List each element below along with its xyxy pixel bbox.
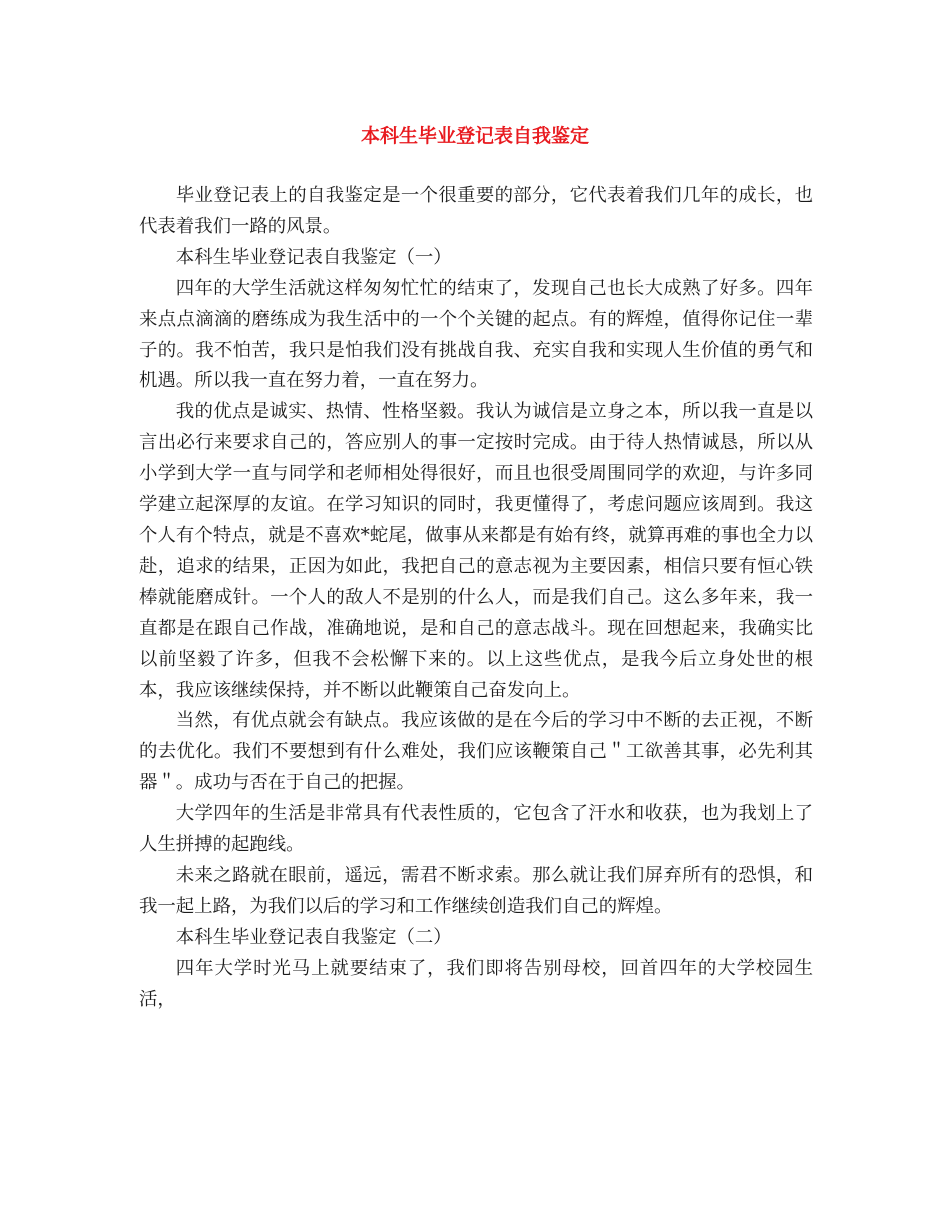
body-paragraph: 四年的大学生活就这样匆匆忙忙的结束了，发现自己也长大成熟了好多。四年来点点滴滴的磨练成为我生活中的一个个关键的起点。有的辉煌，值得你记住一辈子的。我不怕苦，我只是怕我们没有挑战自我、充实自我和实现人生价值的勇气和机遇。所以我一直在努力着，一直在努力。	[139, 277, 813, 392]
body-paragraph: 未来之路就在眼前，遥远，需君不断求索。那么就让我们屏弃所有的恐惧，和我一起上路，为我们以后的学习和工作继续创造我们自己的辉煌。	[139, 864, 813, 917]
document-title: 本科生毕业登记表自我鉴定	[360, 125, 589, 147]
section-heading-one: 本科生毕业登记表自我鉴定（一）	[175, 246, 452, 268]
section-heading-two: 本科生毕业登记表自我鉴定（二）	[175, 926, 452, 948]
body-paragraph: 四年大学时光马上就要结束了，我们即将告别母校，回首四年的大学校园生活，	[139, 957, 813, 1010]
body-paragraph: 当然，有优点就会有缺点。我应该做的是在今后的学习中不断的去正视，不断的去优化。我们不要想到有什么难处，我们应该鞭策自己＂工欲善其事，必先利其器＂。成功与否在于自己的把握。	[139, 710, 813, 794]
body-paragraph: 我的优点是诚实、热情、性格坚毅。我认为诚信是立身之本，所以我一直是以言出必行来要求自己的，答应别人的事一定按时完成。由于待人热情诚恳，所以从小学到大学一直与同学和老师相处得很好，而且也很受周围同学的欢迎，与许多同学建立起深厚的友谊。在学习知识的同时，我更懂得了，考虑问题应该周到。我这个人有个特点，就是不喜欢*蛇尾，做事从来都是有始有终，就算再难的事也全力以赴，追求的结果，正因为如此，我把自己的意志视为主要因素，相信只要有恒心铁棒就能磨成针。一个人的敌人不是别的什么人，而是我们自己。这么多年来，我一直都是在跟自己作战，准确地说，是和自己的意志战斗。现在回想起来，我确实比以前坚毅了许多，但我不会松懈下来的。以上这些优点，是我今后立身处世的根本，我应该继续保持，并不断以此鞭策自己奋发向上。	[139, 401, 813, 701]
body-paragraph: 大学四年的生活是非常具有代表性质的，它包含了汗水和收获，也为我划上了人生拼搏的起跑线。	[139, 803, 813, 856]
intro-paragraph: 毕业登记表上的自我鉴定是一个很重要的部分，它代表着我们几年的成长，也代表着我们一路的风景。	[139, 185, 813, 237]
document-body	[139, 181, 813, 1015]
